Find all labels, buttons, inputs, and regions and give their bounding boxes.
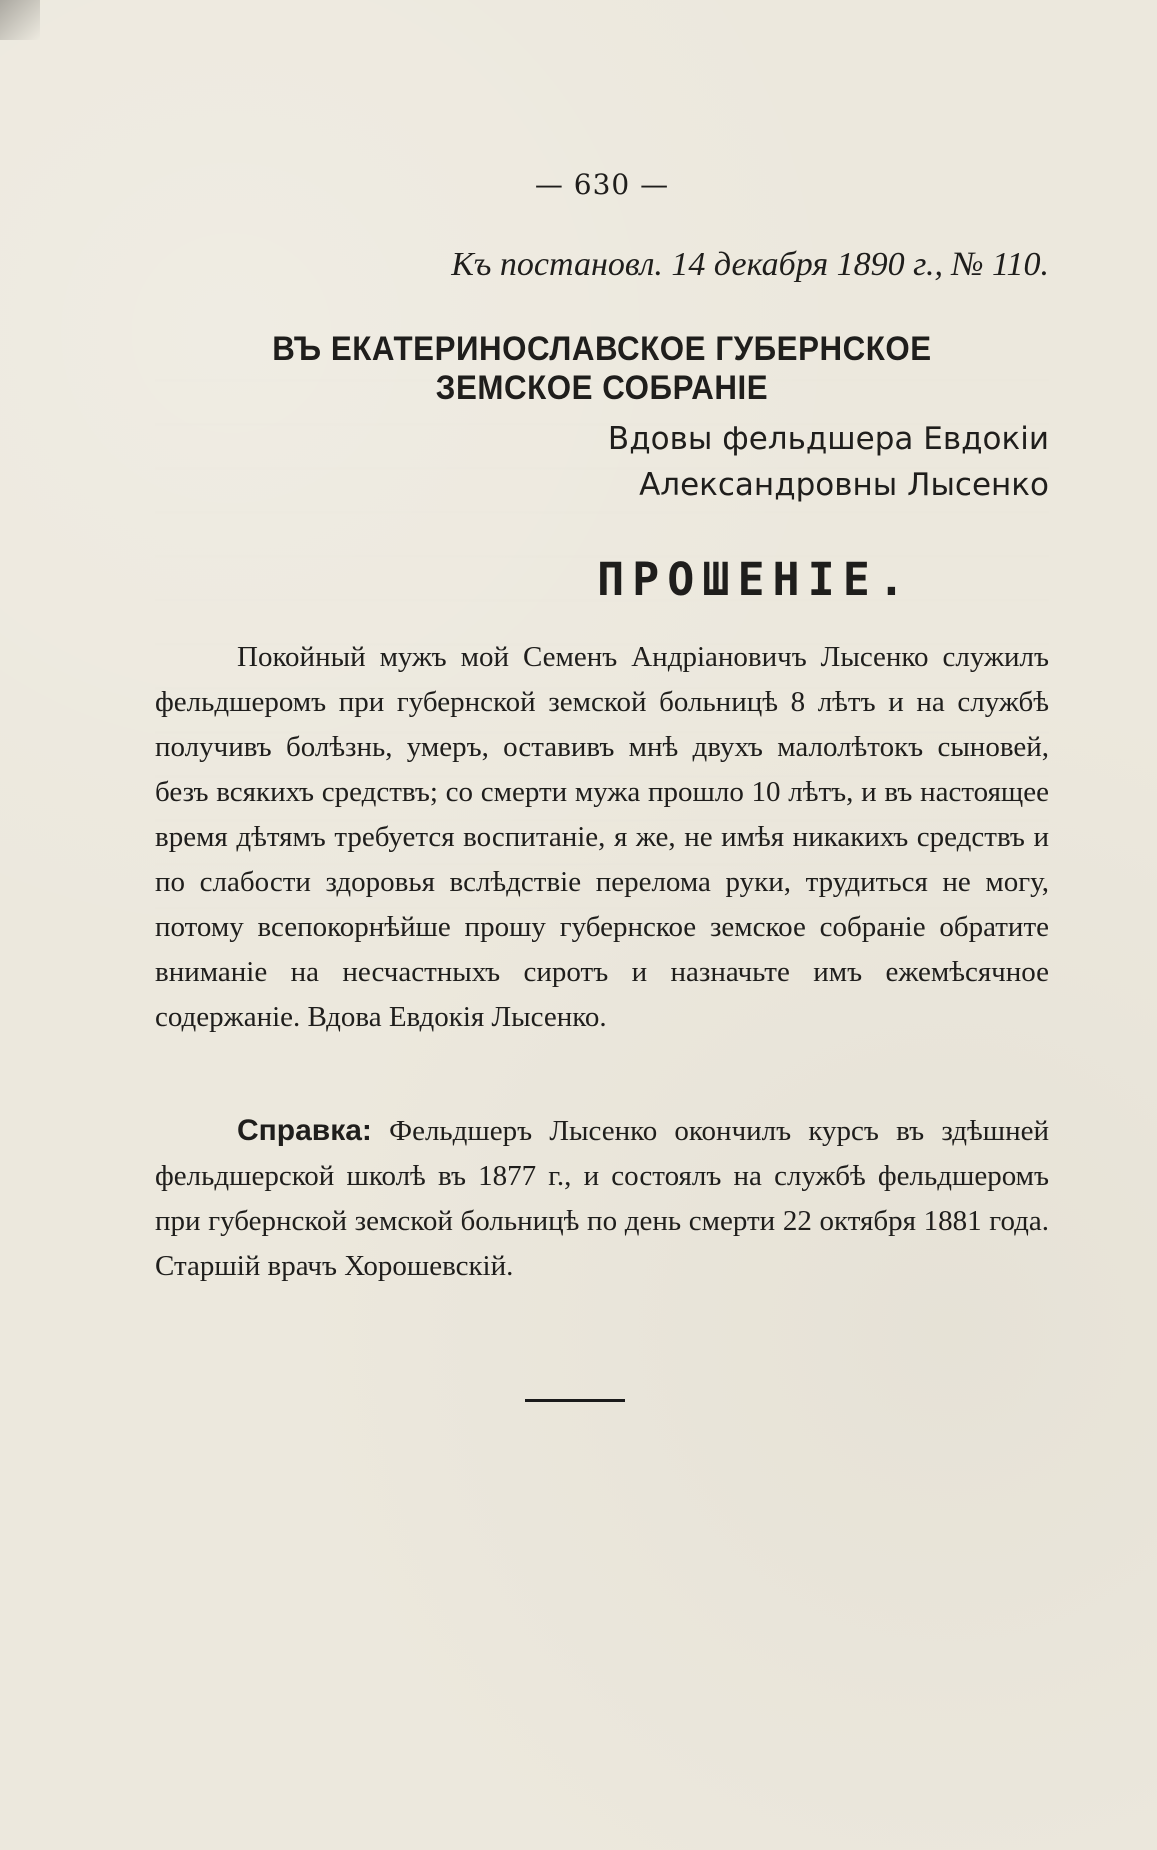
- widow-attribution: [525, 416, 1049, 508]
- decree-reference: Къ постановл. 14 декабря 1890 г., № 110.: [451, 246, 1049, 283]
- widow-line-1: Вдовы фельдшера Евдокіи: [607, 421, 1049, 457]
- page-number: — 630 —: [534, 168, 670, 201]
- reference-text: Фельдшеръ Лысенко окончилъ курсъ въ здѣшней фельдшерской школѣ въ 1877 г., и состоялъ на службѣ фельдшеромъ при губернской земской больницѣ по день смерти 22 октября 1881 года. Старшій врачъ Хорошевскій.: [155, 1115, 1049, 1282]
- assembly-heading: ВЪ ЕКАТЕРИНОСЛАВСКОЕ ГУБЕРНСКОЕ ЗЕМСКОЕ СОБРАНІЕ: [272, 330, 932, 407]
- page-corner-shadow: [0, 0, 40, 40]
- reference-label: Справка:: [237, 1114, 372, 1147]
- petition-title: ПРОШЕНІЕ.: [597, 553, 913, 606]
- petition-body: Покойный мужъ мой Семенъ Андріановичъ Лысенко служилъ фельдшеромъ при губернской земской больницѣ 8 лѣтъ и на службѣ получивъ болѣзнь, умеръ, оставивъ мнѣ двухъ малолѣтокъ сыновей, безъ всякихъ средствъ; со смерти мужа прошло 10 лѣтъ, и въ настоящее время дѣтямъ требуется воспитаніе, я же, не имѣя никакихъ средствъ и по слабости здоровья вслѣдствіе перелома руки, трудиться не могу, потому всепокорнѣйше прошу губернское земское собраніе обратите вниманіе на несчастныхъ сиротъ и назначьте имъ ежемѣсячное содержаніе. Вдова Евдокія Лысенко.: [155, 641, 1049, 1033]
- widow-line-2: Александровны Лысенко: [639, 467, 1049, 503]
- closing-rule: [525, 1399, 625, 1402]
- reference-note: [155, 1108, 1049, 1289]
